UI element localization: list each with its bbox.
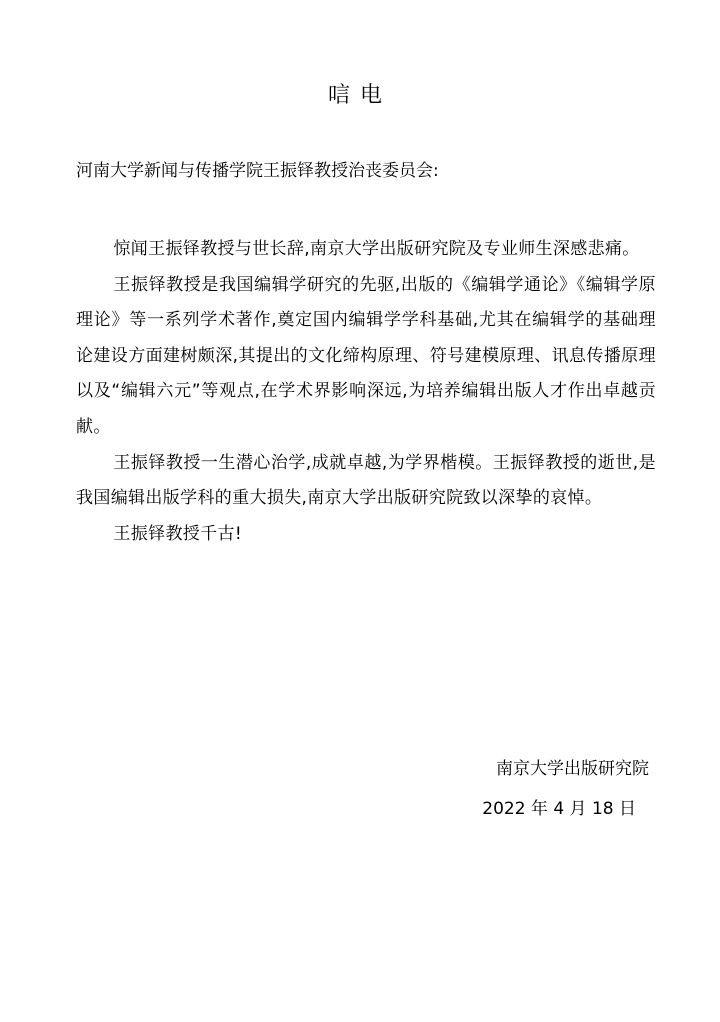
body-paragraph: 王振铎教授千古! (113, 523, 243, 544)
addressee-line: 河南大学新闻与传播学院王振铎教授治丧委员会: (76, 161, 439, 181)
letter-body (76, 232, 656, 552)
body-paragraph: 王振铎教授是我国编辑学研究的先驱,出版的《编辑学通论》《编辑学原理论》等一系列学术著作,奠定国内编辑学学科基础,尤其在编辑学的基础理论建设方面建树颇深,其提出的文化缔构原理、符号建模原理、讯息传播原理以及“编辑六元”等观点,在学术界影响深远,为培养编辑出版人才作出卓越贡献。 (76, 274, 656, 437)
signature-organization: 南京大学出版研究院 (496, 759, 649, 779)
document-title: 唁电 (327, 83, 392, 108)
body-paragraph: 惊闻王振铎教授与世长辞,南京大学出版研究院及专业师生深感悲痛。 (113, 239, 640, 259)
signature-date: 2022 年 4 月 18 日 (482, 799, 636, 819)
body-paragraph: 王振铎教授一生潜心治学,成就卓越,为学界楷模。王振铎教授的逝世,是我国编辑出版学科的重大损失,南京大学出版研究院致以深挚的哀悼。 (76, 452, 656, 509)
